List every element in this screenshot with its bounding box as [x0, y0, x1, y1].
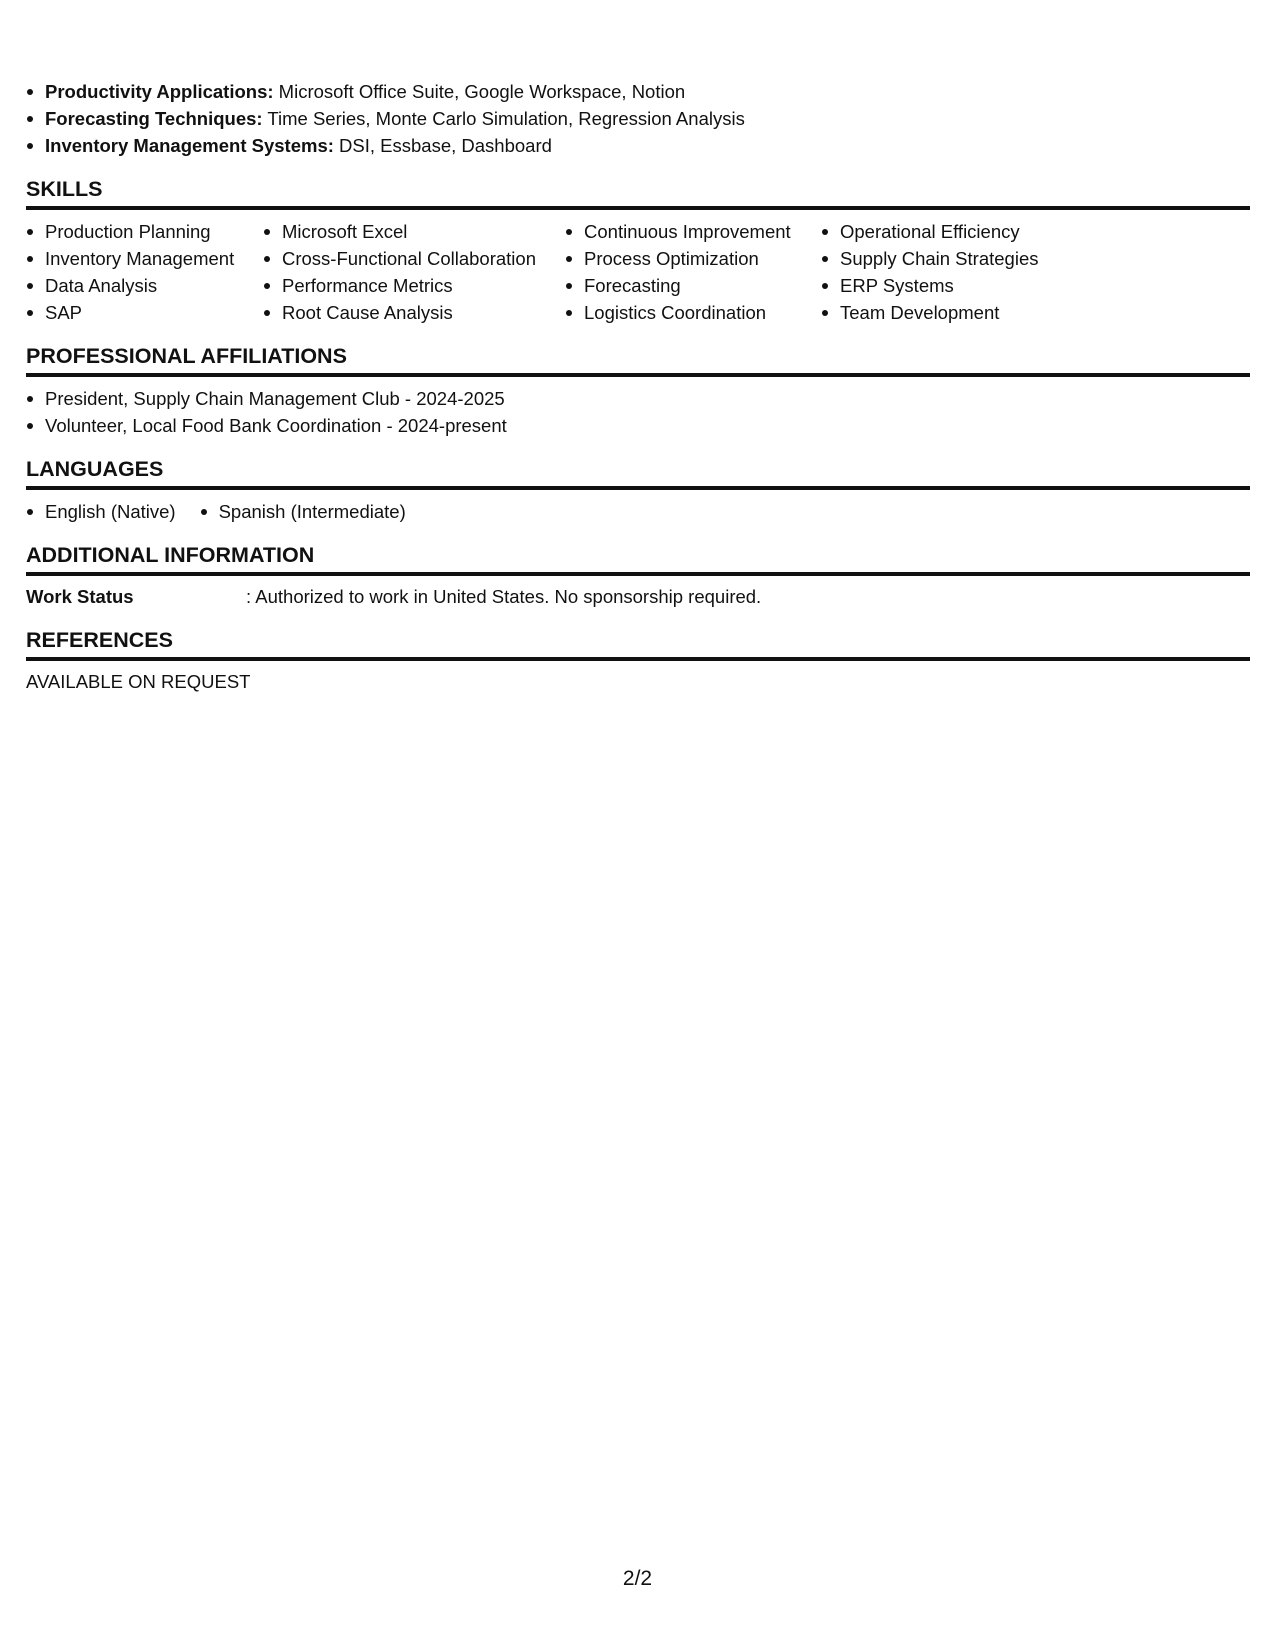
list-item: Supply Chain Strategies [821, 245, 1081, 272]
page-number: 2/2 [622, 1567, 653, 1590]
section-divider [26, 486, 1250, 490]
list-item: Forecasting [565, 272, 821, 299]
work-status-label: Work Status [26, 586, 134, 607]
tech-label: Inventory Management Systems: [45, 135, 334, 156]
technical-skills-list [26, 78, 1250, 159]
tech-label: Forecasting Techniques: [45, 108, 263, 129]
affiliations-list [26, 385, 1250, 439]
list-item: Spanish (Intermediate) [200, 498, 406, 525]
tech-value: Microsoft Office Suite, Google Workspace, Notion [273, 81, 686, 102]
languages-section [26, 455, 1250, 525]
section-divider [26, 572, 1250, 576]
tech-value: Time Series, Monte Carlo Simulation, Regression Analysis [262, 108, 745, 129]
skills-section [26, 175, 1250, 326]
list-item [26, 105, 1250, 132]
work-status-row [26, 584, 1250, 610]
section-title: LANGUAGES [26, 457, 164, 481]
additional-info-section [26, 541, 1250, 610]
list-item: Cross-Functional Collaboration [263, 245, 565, 272]
list-item [26, 78, 1250, 105]
section-title: SKILLS [26, 177, 103, 201]
list-item [26, 132, 1250, 159]
tech-value: DSI, Essbase, Dashboard [333, 135, 552, 156]
list-item: Microsoft Excel [263, 218, 565, 245]
list-item: SAP [26, 299, 263, 326]
resume-page-2 [26, 78, 1250, 695]
list-item: ERP Systems [821, 272, 1081, 299]
skills-column [565, 218, 821, 326]
list-item: English (Native) [26, 498, 176, 525]
section-title: REFERENCES [26, 628, 173, 652]
list-item: President, Supply Chain Management Club - 2024-2025 [26, 385, 1250, 412]
list-item: Process Optimization [565, 245, 821, 272]
list-item: Inventory Management [26, 245, 263, 272]
list-item: Performance Metrics [263, 272, 565, 299]
section-divider [26, 373, 1250, 377]
list-item: Continuous Improvement [565, 218, 821, 245]
list-item: Logistics Coordination [565, 299, 821, 326]
languages-list [26, 498, 1250, 525]
work-status-value: : Authorized to work in United States. No sponsorship required. [246, 586, 762, 607]
list-item: Team Development [821, 299, 1081, 326]
list-item: Volunteer, Local Food Bank Coordination - 2024-present [26, 412, 1250, 439]
references-text: AVAILABLE ON REQUEST [26, 671, 251, 692]
affiliations-section [26, 342, 1250, 439]
section-title: ADDITIONAL INFORMATION [26, 543, 315, 567]
references-section [26, 626, 1250, 695]
list-item: Production Planning [26, 218, 263, 245]
section-divider [26, 657, 1250, 661]
list-item: Operational Efficiency [821, 218, 1081, 245]
section-divider [26, 206, 1250, 210]
skills-columns [26, 218, 1250, 326]
skills-column [263, 218, 565, 326]
list-item: Root Cause Analysis [263, 299, 565, 326]
skills-column [26, 218, 263, 326]
section-title: PROFESSIONAL AFFILIATIONS [26, 344, 347, 368]
list-item: Data Analysis [26, 272, 263, 299]
skills-column [821, 218, 1081, 326]
tech-label: Productivity Applications: [45, 81, 274, 102]
